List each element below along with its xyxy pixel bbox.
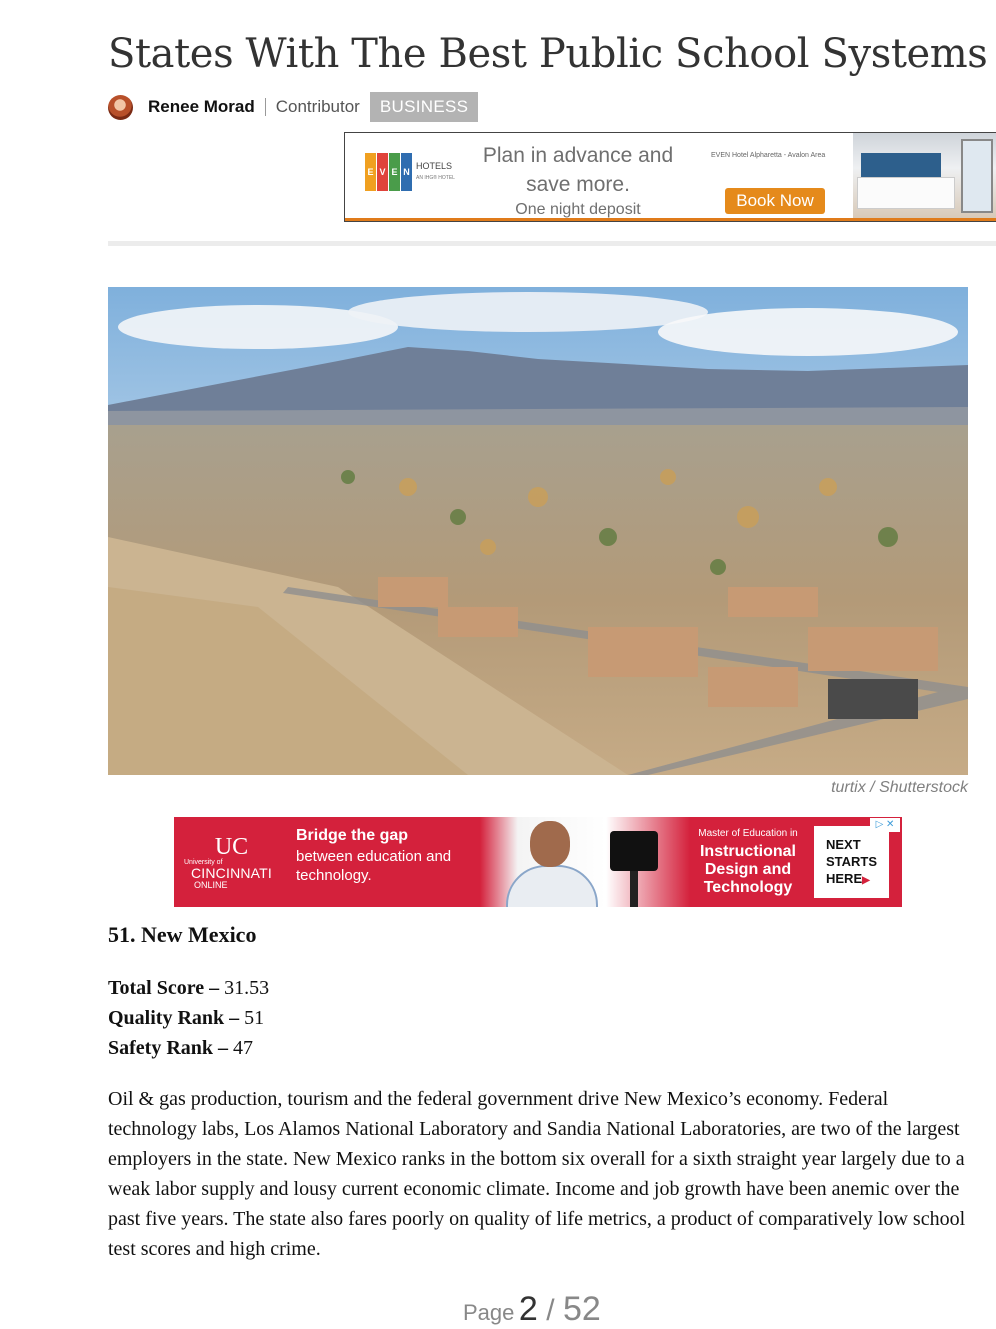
quality-rank-label: Quality Rank: [108, 1007, 225, 1029]
header-divider: [108, 241, 996, 246]
stat-dash: –: [218, 1037, 229, 1059]
safety-rank-row: [108, 1033, 269, 1063]
person-shirt: [506, 865, 598, 907]
article-title: States With The Best Public School Systems: [108, 31, 988, 77]
total-score-value: 31.53: [224, 977, 270, 999]
logo-wordmark: [416, 160, 455, 184]
ad-subline: One night deposit: [515, 201, 641, 218]
quality-rank-value: 51: [244, 1007, 265, 1029]
page-label: Page: [463, 1300, 515, 1325]
camera-icon: [610, 831, 658, 871]
author-name[interactable]: Renee Morad: [148, 97, 255, 116]
state-stats: [108, 973, 269, 1063]
uc-name: CINCINNATI: [190, 865, 273, 881]
university-ad-banner[interactable]: [174, 817, 902, 907]
total-pages: 52: [563, 1290, 601, 1328]
ad-master-label: Master of Education in: [698, 828, 798, 839]
hotel-room-photo: [853, 133, 996, 221]
pagination: [463, 1290, 601, 1329]
logo-tile: E: [389, 153, 400, 191]
ad-person-photo: [480, 817, 690, 907]
even-hotels-logo: [365, 153, 455, 191]
safety-rank-value: 47: [233, 1037, 254, 1059]
page-separator: /: [546, 1294, 555, 1327]
ad-program-name: Instructional Design and Technology: [699, 843, 796, 896]
logo-tiles: [365, 153, 412, 191]
book-now-button[interactable]: Book Now: [725, 188, 825, 214]
total-score-row: [108, 973, 269, 1003]
bed: [857, 177, 955, 209]
bed-headboard: [861, 153, 941, 179]
uc-online: ONLINE: [194, 880, 228, 890]
tripod: [630, 871, 638, 907]
safety-rank-label: Safety Rank: [108, 1037, 214, 1059]
logo-hotels-text: HOTELS: [416, 161, 453, 171]
logo-tile: V: [377, 153, 388, 191]
state-description: Oil & gas production, tourism and the federal government drive New Mexico’s economy. Federal technology labs, Los Alamos National Laboratory and Sandia National Laboratories, are two of the largest employers in the state. New Mexico ranks in the bottom six overall for a sixth straight year largely due to a weak labor supply and lousy current economic climate. Income and job growth have been anemic over the past five years. The state also fares poorly on quality of life metrics, a product of comparatively low school test scores and high crime.: [108, 1088, 966, 1260]
ad-headline: Bridge the gap: [296, 827, 409, 844]
quality-rank-row: [108, 1003, 269, 1033]
byline: [108, 92, 478, 122]
uc-university-of: University of: [184, 859, 223, 866]
total-score-label: Total Score: [108, 977, 205, 999]
current-page: 2: [518, 1290, 538, 1328]
logo-ihg-text: AN IHG® HOTEL: [416, 175, 455, 181]
stat-dash: –: [209, 977, 220, 999]
adchoices-icon[interactable]: ▷ ✕: [870, 818, 900, 832]
stat-dash: –: [229, 1007, 240, 1029]
uc-mark-icon: UC: [214, 834, 249, 860]
section-badge[interactable]: BUSINESS: [370, 92, 478, 122]
author-avatar[interactable]: [108, 95, 133, 120]
photo-credit: turtix / Shutterstock: [831, 779, 968, 796]
logo-tile: E: [365, 153, 376, 191]
logo-tile: N: [401, 153, 412, 191]
next-starts-here-button[interactable]: [814, 826, 889, 898]
state-heading: 51. New Mexico: [108, 922, 257, 947]
room-window: [961, 139, 993, 213]
person-head: [530, 821, 570, 867]
author-role: Contributor: [275, 97, 360, 116]
ad-headline: Plan in advance and save more.: [482, 144, 674, 196]
ad-location: EVEN Hotel Alpharetta - Avalon Area: [711, 152, 826, 159]
uc-logo: [184, 835, 279, 890]
next-label: NEXT STARTS HERE: [826, 837, 878, 886]
new-mexico-photo: [108, 287, 968, 775]
arrow-right-icon: ▶: [862, 875, 870, 886]
byline-divider: [265, 98, 266, 116]
ad-body: between education and technology.: [296, 848, 452, 884]
hotel-ad-banner[interactable]: [344, 132, 996, 222]
